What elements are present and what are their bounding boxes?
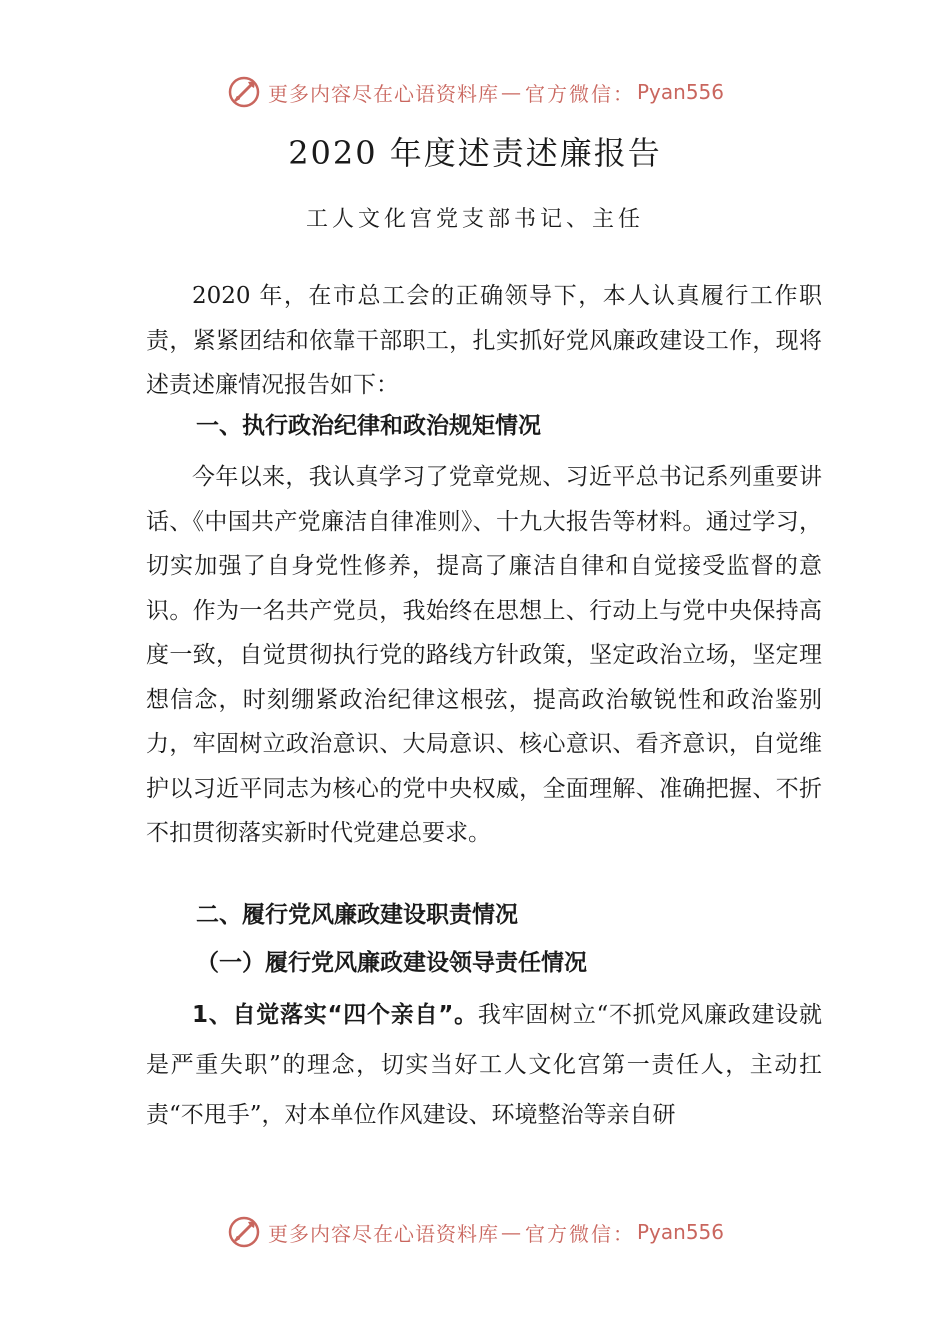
item1-body: 我牢固树立“不抓党风廉政建设就是严重失职”的理念，切实当好工人文化宫第一责任人，主动扛责“不甩手”，对本单位作风建设、环境整治等亲自研 [146, 1002, 822, 1128]
watermark-main-text: 更多内容尽在心语资料库 [267, 1221, 499, 1246]
watermark-id: Pyan556 [636, 1220, 724, 1244]
intro-paragraph: 2020 年，在市总工会的正确领导下，本人认真履行工作职责，紧紧团结和依靠干部职工，扎实抓好党风廉政建设工作，现将述责述廉情况报告如下： [146, 283, 822, 398]
subsection1-heading: （一）履行党风廉政建设领导责任情况 [196, 949, 587, 976]
document-subtitle: 工人文化宫党支部书记、主任 [305, 207, 644, 232]
section1-paragraph: 今年以来，我认真学习了党章党规、习近平总书记系列重要讲话、《中国共产党廉洁自律准则》、十九大报告等材料。通过学习，切实加强了自身党性修养，提高了廉洁自律和自觉接受监督的意识。作为一名共产党员，我始终在思想上、行动上与党中央保持高度一致，自觉贯彻执行党的路线方针政策，坚定政治立场，坚定理想信念，时刻绷紧政治纪律这根弦，提高政治敏锐性和政治鉴别力，牢固树立政治意识、大局意识、核心意识、看齐意识，自觉维护以习近平同志为核心的党中央权威，全面理解、准确把握、不折不扣贯彻落实新时代党建总要求。 [146, 464, 822, 846]
item1-paragraph [146, 990, 822, 1140]
watermark-separator: — [500, 1220, 523, 1244]
watermark-label: 官方微信： [524, 81, 635, 106]
section2-heading: 二、履行党风廉政建设职责情况 [196, 902, 518, 928]
item1-lead: 1、自觉落实“四个亲自”。 [192, 1002, 478, 1028]
watermark-id: Pyan556 [636, 80, 724, 104]
document-title: 2020 年度述责述廉报告 [288, 134, 662, 172]
watermark-top [0, 72, 950, 112]
quill-logo-icon [226, 1214, 262, 1250]
watermark-bottom [0, 1212, 950, 1252]
watermark-separator: — [500, 80, 523, 104]
watermark-label: 官方微信： [524, 1221, 635, 1246]
watermark-main-text: 更多内容尽在心语资料库 [267, 81, 499, 106]
section1-heading: 一、执行政治纪律和政治规矩情况 [196, 413, 541, 439]
quill-logo-icon [226, 74, 262, 110]
